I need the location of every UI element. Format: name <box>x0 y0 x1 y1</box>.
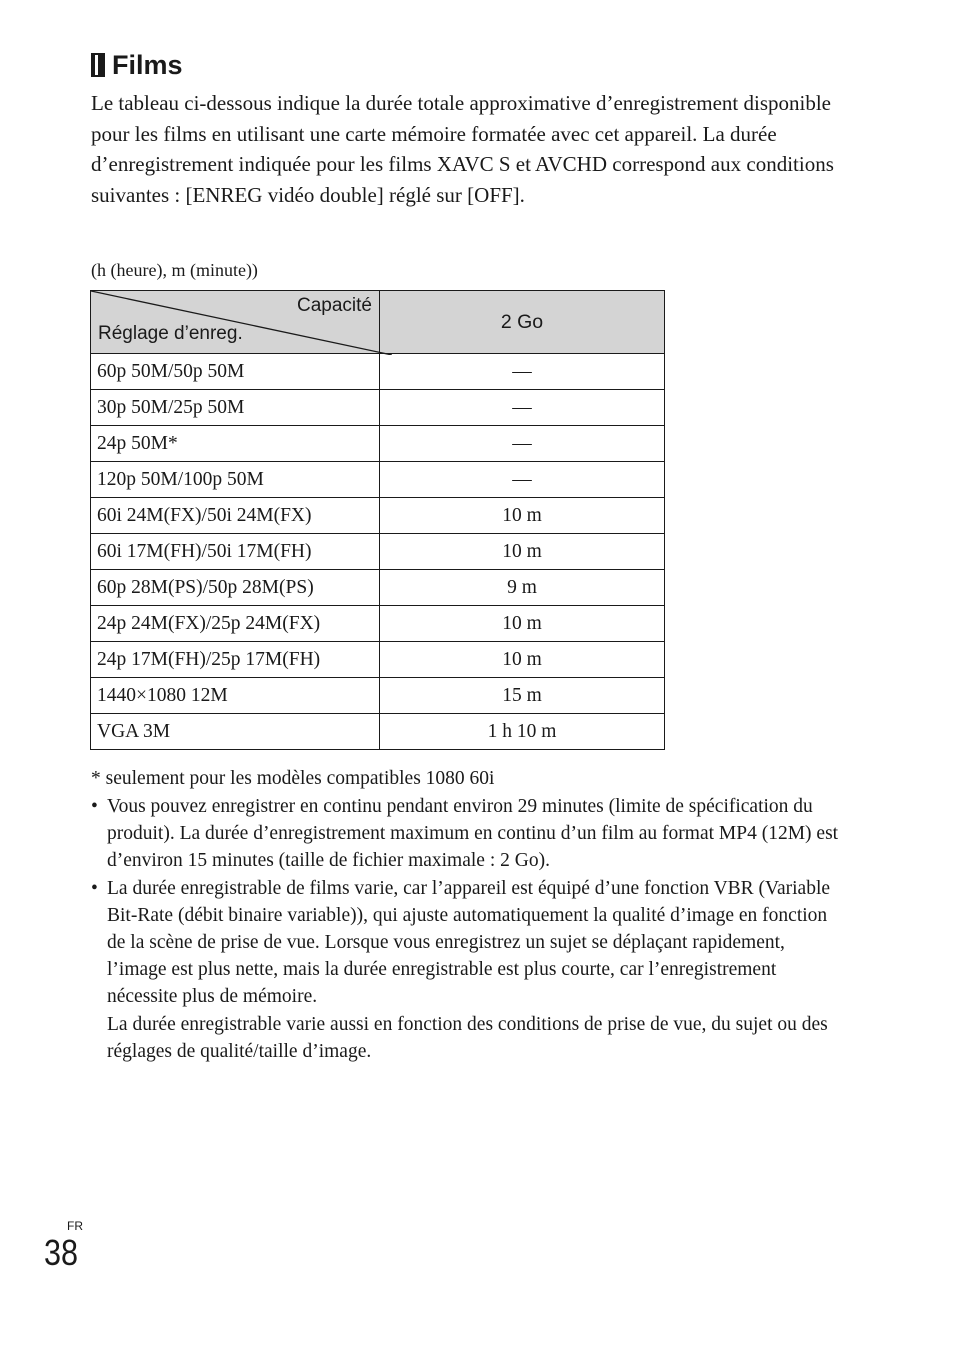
row-setting: 60p 28M(PS)/50p 28M(PS) <box>91 570 380 606</box>
row-duration: 10 m <box>380 606 665 642</box>
row-setting: 1440×1080 12M <box>91 678 380 714</box>
header-setting-label: Réglage d’enreg. <box>98 323 243 344</box>
bullet-icon: • <box>91 877 98 899</box>
note-item <box>91 875 843 1065</box>
table-row <box>91 462 665 498</box>
footnote: * seulement pour les modèles compatibles 1080 60i <box>91 768 495 789</box>
row-setting: 60p 50M/50p 50M <box>91 354 380 390</box>
table-row <box>91 354 665 390</box>
table-row <box>91 426 665 462</box>
header-capacity-label: Capacité <box>297 295 372 316</box>
row-setting: 60i 17M(FH)/50i 17M(FH) <box>91 534 380 570</box>
row-duration: 1 h 10 m <box>380 714 665 750</box>
header-capacity-value: 2 Go <box>380 291 665 354</box>
intro-paragraph: Le tableau ci-dessous indique la durée totale approximative d’enregistrement disponible pour les films en utilisant une carte mémoire formatée avec cet appareil. La durée d’enregistrement indiquée pour les films XAVC S et AVCHD correspond aux conditions suivantes : [ENREG vidéo double] réglé sur [OFF]. <box>91 91 834 207</box>
note-text: La durée enregistrable de films varie, car l’appareil est équipé d’une fonction VBR (Variable Bit-Rate (débit binaire variable)), qui ajuste automatiquement la qualité d’image en fonction de la scène de prise de vue. Lorsque vous enregistrez un sujet se déplaçant rapidement, l’image est plus nette, mais la durée enregistrable est plus courte, car l’enregistrement nécessite plus de mémoire. <box>107 877 831 1008</box>
table-row <box>91 390 665 426</box>
section-title: Films <box>112 50 183 80</box>
units-note: (h (heure), m (minute)) <box>91 260 258 280</box>
row-duration: 15 m <box>380 678 665 714</box>
table-row <box>91 714 665 750</box>
header-diagonal-cell <box>91 291 380 354</box>
row-setting: 30p 50M/25p 50M <box>91 390 380 426</box>
row-setting: 120p 50M/100p 50M <box>91 462 380 498</box>
section-heading <box>91 48 183 82</box>
row-duration: — <box>380 390 665 426</box>
language-tag: FR <box>67 1219 83 1233</box>
notes-list <box>91 793 843 1065</box>
table-header-row <box>91 291 665 354</box>
row-setting: 60i 24M(FX)/50i 24M(FX) <box>91 498 380 534</box>
note-text: La durée enregistrable varie aussi en fonction des conditions de prise de vue, du sujet ou des réglages de qualité/taille d’image. <box>107 1013 828 1062</box>
row-duration: — <box>380 354 665 390</box>
row-setting: 24p 24M(FX)/25p 24M(FX) <box>91 606 380 642</box>
row-duration: 10 m <box>380 642 665 678</box>
recording-time-table <box>90 290 665 750</box>
heading-marker-icon <box>91 53 105 77</box>
row-duration: 9 m <box>380 570 665 606</box>
table-body <box>91 354 665 750</box>
table-row <box>91 678 665 714</box>
table-row <box>91 498 665 534</box>
row-duration: — <box>380 462 665 498</box>
table-row <box>91 642 665 678</box>
table-row <box>91 570 665 606</box>
note-text: Vous pouvez enregistrer en continu pendant environ 29 minutes (limite de spécification du produit). La durée d’enregistrement maximum en continu d’un film au format MP4 (12M) est d’environ 15 minutes (taille de fichier maximale : 2 Go). <box>107 796 839 872</box>
note-item <box>91 793 843 875</box>
page-number: 38 <box>44 1232 79 1273</box>
row-setting: VGA 3M <box>91 714 380 750</box>
row-setting: 24p 17M(FH)/25p 17M(FH) <box>91 642 380 678</box>
row-duration: 10 m <box>380 498 665 534</box>
row-duration: 10 m <box>380 534 665 570</box>
table-row <box>91 534 665 570</box>
row-setting: 24p 50M* <box>91 426 380 462</box>
table-row <box>91 606 665 642</box>
row-duration: — <box>380 426 665 462</box>
bullet-icon: • <box>91 796 98 817</box>
